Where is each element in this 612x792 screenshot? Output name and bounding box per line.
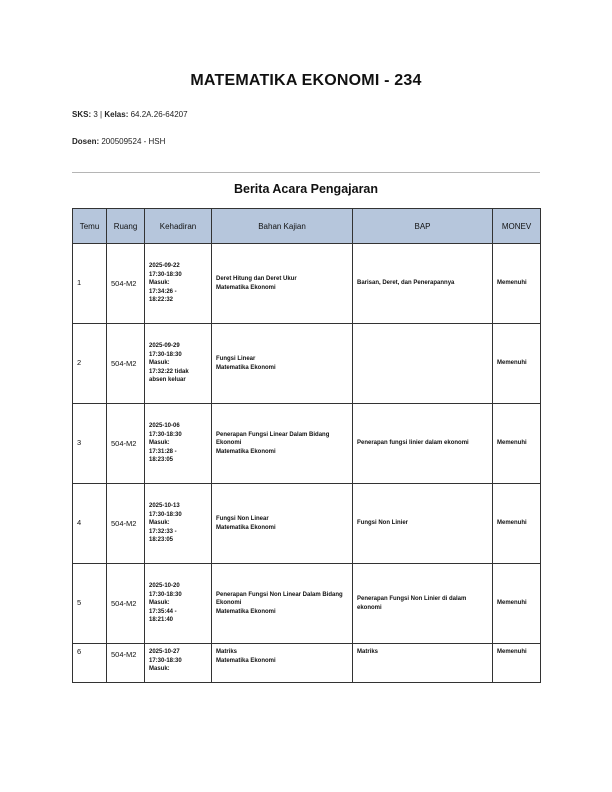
cell-monev: Memenuhi bbox=[493, 644, 541, 683]
course-title: MATEMATIKA EKONOMI - 234 bbox=[190, 72, 422, 89]
cell-bahan-kajian: Fungsi Linear Matematika Ekonomi bbox=[212, 324, 353, 404]
header-monev: MONEV bbox=[493, 209, 541, 244]
header-temu: Temu bbox=[73, 209, 107, 244]
course-meta-sks-kelas bbox=[72, 110, 188, 119]
kelas-label: Kelas: bbox=[104, 110, 129, 119]
header-bahan-kajian: Bahan Kajian bbox=[212, 209, 353, 244]
cell-monev: Memenuhi bbox=[493, 324, 541, 404]
cell-kehadiran: 2025-10-06 17:30-18:30 Masuk: 17:31:28 - 18:23:05 bbox=[145, 404, 212, 484]
cell-bahan-kajian: Fungsi Non Linear Matematika Ekonomi bbox=[212, 484, 353, 564]
cell-bahan-kajian: Deret Hitung dan Deret Ukur Matematika Ekonomi bbox=[212, 244, 353, 324]
section-title: Berita Acara Pengajaran bbox=[233, 182, 379, 196]
header-ruang: Ruang bbox=[107, 209, 145, 244]
cell-kehadiran: 2025-10-27 17:30-18:30 Masuk: bbox=[145, 644, 212, 683]
dosen-label: Dosen: bbox=[72, 137, 100, 146]
cell-ruang: 504-M2 bbox=[107, 244, 145, 324]
cell-bap: Fungsi Non Linier bbox=[353, 484, 493, 564]
course-meta-dosen bbox=[72, 137, 165, 146]
table-row bbox=[73, 564, 541, 644]
cell-bap: Penerapan fungsi linier dalam ekonomi bbox=[353, 404, 493, 484]
cell-temu: 1 bbox=[73, 244, 107, 324]
table-row bbox=[73, 244, 541, 324]
table-row bbox=[73, 324, 541, 404]
table-header-row bbox=[73, 209, 541, 244]
cell-kehadiran: 2025-10-20 17:30-18:30 Masuk: 17:35:44 - 18:21:40 bbox=[145, 564, 212, 644]
cell-ruang: 504-M2 bbox=[107, 324, 145, 404]
meta-separator: | bbox=[100, 110, 103, 119]
cell-kehadiran: 2025-09-22 17:30-18:30 Masuk: 17:34:26 - 18:22:32 bbox=[145, 244, 212, 324]
horizontal-divider bbox=[72, 172, 540, 173]
cell-monev: Memenuhi bbox=[493, 404, 541, 484]
cell-monev: Memenuhi bbox=[493, 564, 541, 644]
cell-bahan-kajian: Penerapan Fungsi Non Linear Dalam Bidang Ekonomi Matematika Ekonomi bbox=[212, 564, 353, 644]
cell-bahan-kajian: Matriks Matematika Ekonomi bbox=[212, 644, 353, 683]
sks-label: SKS: bbox=[72, 110, 92, 119]
cell-ruang: 504-M2 bbox=[107, 404, 145, 484]
cell-temu: 2 bbox=[73, 324, 107, 404]
cell-bap bbox=[353, 324, 493, 404]
cell-ruang: 504-M2 bbox=[107, 564, 145, 644]
header-kehadiran: Kehadiran bbox=[145, 209, 212, 244]
cell-bahan-kajian: Penerapan Fungsi Linear Dalam Bidang Ekonomi Matematika Ekonomi bbox=[212, 404, 353, 484]
cell-kehadiran: 2025-09-29 17:30-18:30 Masuk: 17:32:22 tidak absen keluar bbox=[145, 324, 212, 404]
cell-bap: Matriks bbox=[353, 644, 493, 683]
cell-bap: Barisan, Deret, dan Penerapannya bbox=[353, 244, 493, 324]
cell-temu: 3 bbox=[73, 404, 107, 484]
cell-temu: 6 bbox=[73, 644, 107, 683]
header-bap: BAP bbox=[353, 209, 493, 244]
cell-kehadiran: 2025-10-13 17:30-18:30 Masuk: 17:32:33 - 18:23:05 bbox=[145, 484, 212, 564]
cell-temu: 5 bbox=[73, 564, 107, 644]
cell-monev: Memenuhi bbox=[493, 484, 541, 564]
cell-ruang: 504-M2 bbox=[107, 484, 145, 564]
table-row bbox=[73, 484, 541, 564]
kelas-value: 64.2A.26-64207 bbox=[130, 110, 188, 119]
sks-value: 3 bbox=[93, 110, 98, 119]
cell-ruang: 504-M2 bbox=[107, 644, 145, 683]
dosen-value: 200509524 - HSH bbox=[101, 137, 166, 146]
table-row bbox=[73, 404, 541, 484]
cell-monev: Memenuhi bbox=[493, 244, 541, 324]
attendance-table bbox=[72, 208, 541, 683]
cell-bap: Penerapan Fungsi Non Linier di dalam ekonomi bbox=[353, 564, 493, 644]
table-row bbox=[73, 644, 541, 683]
cell-temu: 4 bbox=[73, 484, 107, 564]
